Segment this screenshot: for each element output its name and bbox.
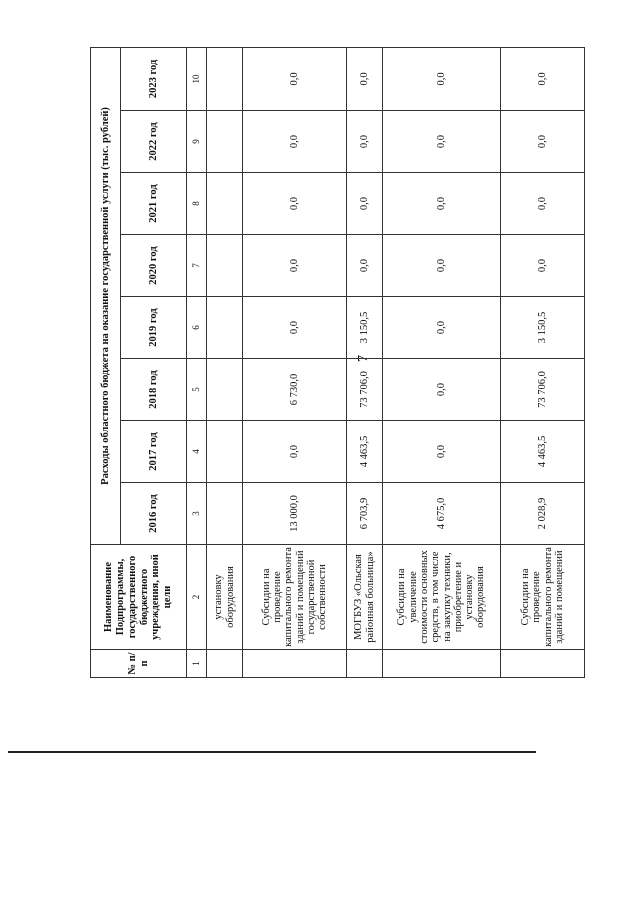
- row-value: 0,0: [383, 47, 501, 110]
- page-number: 7: [356, 355, 371, 362]
- row-value: 0,0: [501, 173, 585, 235]
- column-number: 3: [187, 483, 207, 545]
- column-number: 2: [187, 545, 207, 650]
- row-value: 13 000,0: [243, 483, 347, 545]
- column-number: 8: [187, 173, 207, 235]
- row-value: 73 706,0: [501, 359, 585, 421]
- row-value: 0,0: [243, 111, 347, 173]
- row-value: 0,0: [347, 47, 383, 110]
- column-number: 7: [187, 235, 207, 297]
- row-value: 0,0: [243, 47, 347, 110]
- row-name: Субсидии на проведение капитального ремонта зданий и помещений: [501, 545, 585, 650]
- header-year: 2018 год: [121, 359, 187, 421]
- row-value: 0,0: [383, 297, 501, 359]
- row-value: 73 706,0: [347, 359, 383, 421]
- row-value: 4 675,0: [383, 483, 501, 545]
- row-value: 0,0: [347, 111, 383, 173]
- row-num: [347, 650, 383, 678]
- row-value: 4 463,5: [501, 421, 585, 483]
- row-value: 0,0: [501, 111, 585, 173]
- budget-table: [90, 47, 585, 678]
- row-value: 3 150,5: [501, 297, 585, 359]
- row-value: 0,0: [243, 235, 347, 297]
- header-year: 2021 год: [121, 173, 187, 235]
- row-value: 4 463,5: [347, 421, 383, 483]
- row-value: 0,0: [383, 359, 501, 421]
- column-number: 9: [187, 111, 207, 173]
- column-number: 1: [187, 650, 207, 678]
- row-value: 3 150,5: [347, 297, 383, 359]
- row-num: [207, 650, 243, 678]
- row-value: 0,0: [243, 297, 347, 359]
- header-year: 2020 год: [121, 235, 187, 297]
- column-number: 5: [187, 359, 207, 421]
- row-value: [207, 297, 243, 359]
- horizontal-rule: [8, 751, 536, 753]
- table-row: [383, 47, 501, 677]
- row-name: Субсидии на увеличение стоимости основных средств, в том числе на закупку техники, приобретение и установку оборудования: [383, 545, 501, 650]
- row-value: 2 028,9: [501, 483, 585, 545]
- header-group: Расходы областного бюджета на оказание государственной услуги (тыс. рублей): [91, 47, 121, 544]
- row-value: 6 703,9: [347, 483, 383, 545]
- row-num: [383, 650, 501, 678]
- row-value: 0,0: [347, 235, 383, 297]
- row-name: установку оборудования: [207, 545, 243, 650]
- row-value: 0,0: [501, 235, 585, 297]
- header-year: 2019 год: [121, 297, 187, 359]
- table-row: [207, 47, 243, 677]
- table-row: [243, 47, 347, 677]
- header-year: 2017 год: [121, 421, 187, 483]
- column-number: 10: [187, 47, 207, 110]
- row-value: [207, 111, 243, 173]
- row-value: 0,0: [243, 421, 347, 483]
- row-value: 6 730,0: [243, 359, 347, 421]
- header-year: 2016 год: [121, 483, 187, 545]
- row-name: МОГБУЗ «Ольская районная больница»: [347, 545, 383, 650]
- row-num: [243, 650, 347, 678]
- table-row: [501, 47, 585, 677]
- column-number: 6: [187, 297, 207, 359]
- row-value: 0,0: [383, 421, 501, 483]
- header-num: № п/п: [91, 650, 187, 678]
- rotated-table-wrapper: [90, 48, 565, 678]
- column-number: 4: [187, 421, 207, 483]
- row-value: [207, 421, 243, 483]
- header-name: Наименование Подпрограммы, государственного бюджетного учреждения, иной цели: [91, 545, 187, 650]
- row-value: [207, 47, 243, 110]
- row-value: [207, 235, 243, 297]
- row-name: Субсидии на проведение капитального ремонта зданий и помещений государственной собственности: [243, 545, 347, 650]
- header-year: 2022 год: [121, 111, 187, 173]
- row-value: [207, 173, 243, 235]
- header-year: 2023 год: [121, 47, 187, 110]
- row-num: [501, 650, 585, 678]
- row-value: [207, 359, 243, 421]
- row-value: 0,0: [243, 173, 347, 235]
- row-value: 0,0: [501, 47, 585, 110]
- table-row: [347, 47, 383, 677]
- row-value: 0,0: [347, 173, 383, 235]
- row-value: 0,0: [383, 111, 501, 173]
- row-value: 0,0: [383, 235, 501, 297]
- row-value: 0,0: [383, 173, 501, 235]
- row-value: [207, 483, 243, 545]
